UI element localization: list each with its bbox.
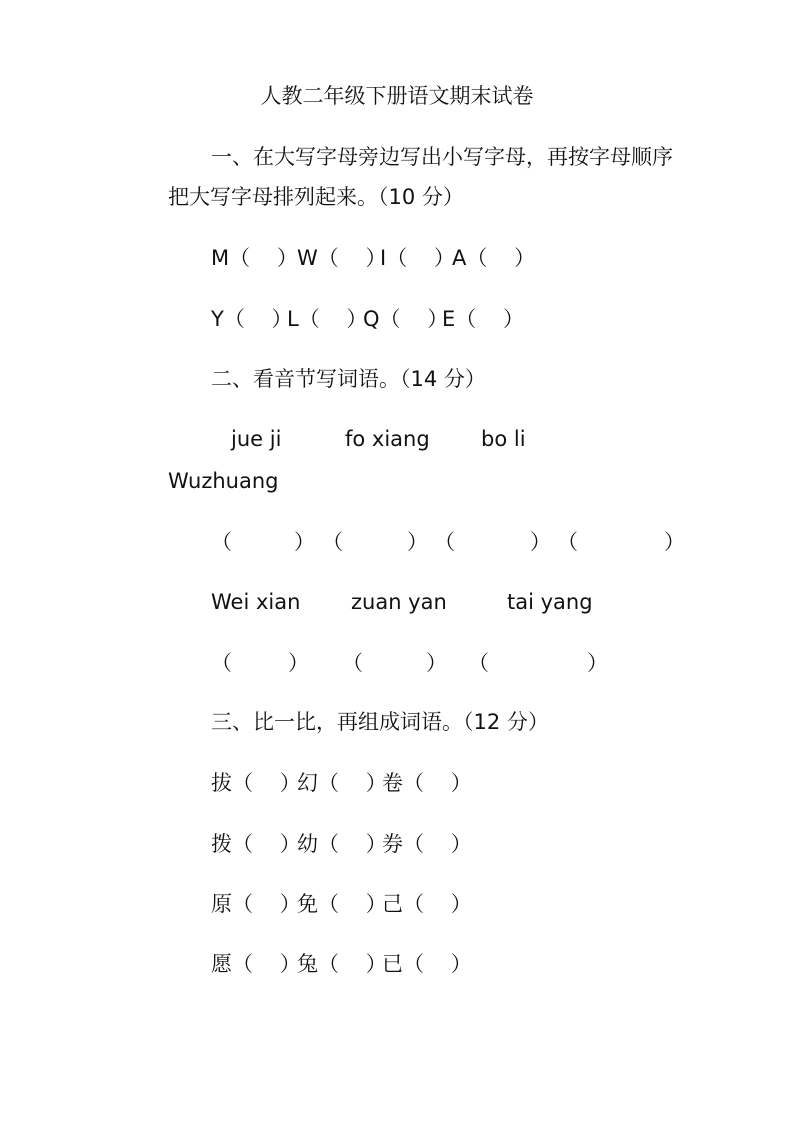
char-item: 兔（ ） (297, 952, 387, 976)
blank-paren: ） (294, 530, 315, 554)
char-item: 拨（ ） (211, 832, 301, 856)
pinyin-item: zuan yan (351, 590, 447, 614)
pinyin-item: tai yang (507, 590, 593, 614)
letter-item: E（ ） (442, 307, 524, 331)
char-item: 拔（ ） (211, 771, 301, 795)
blank-paren: （ (557, 530, 578, 554)
char-item: 已（ ） (382, 952, 472, 976)
blank-paren: ） (587, 651, 608, 675)
pinyin-item: Wei xian (211, 590, 301, 614)
letter-item: W（ ） (297, 246, 387, 270)
blank-paren: （ (211, 651, 232, 675)
char-item: 幼（ ） (297, 832, 387, 856)
blank-paren: （ (468, 651, 489, 675)
blank-paren: ） (530, 530, 551, 554)
char-item: 己（ ） (382, 892, 472, 916)
char-item: 幻（ ） (297, 771, 387, 795)
letter-item: Q（ ） (363, 307, 449, 331)
char-item: 券（ ） (382, 832, 472, 856)
section1-heading-line1: 一、在大写字母旁边写出小写字母，再按字母顺序 (211, 145, 673, 169)
pinyin-item: jue ji (231, 427, 282, 451)
letter-item: L（ ） (287, 307, 368, 331)
char-item: 愿（ ） (211, 952, 301, 976)
page-title: 人教二年级下册语文期末试卷 (260, 84, 534, 108)
char-item: 原（ ） (211, 892, 301, 916)
letter-item: Y（ ） (211, 307, 293, 331)
blank-paren: ） (407, 530, 428, 554)
letter-item: A（ ） (452, 246, 536, 270)
blank-paren: （ (342, 651, 363, 675)
section2-heading: 二、看音节写词语。（14 分） (211, 367, 486, 391)
blank-paren: （ (322, 530, 343, 554)
blank-paren: （ (434, 530, 455, 554)
section1-heading-line2: 把大写字母排列起来。（10 分） (168, 185, 464, 209)
char-item: 免（ ） (297, 892, 387, 916)
pinyin-item: fo xiang (345, 427, 430, 451)
pinyin-item: bo li (481, 427, 526, 451)
char-item: 卷（ ） (382, 771, 472, 795)
pinyin-item: Wuzhuang (168, 469, 279, 493)
blank-paren: （ (211, 530, 232, 554)
letter-item: I（ ） (380, 246, 455, 270)
section3-heading: 三、比一比，再组成词语。（12 分） (211, 710, 549, 734)
letter-item: M（ ） (211, 246, 298, 270)
blank-paren: ） (288, 651, 309, 675)
blank-paren: ） (664, 530, 685, 554)
blank-paren: ） (426, 651, 447, 675)
